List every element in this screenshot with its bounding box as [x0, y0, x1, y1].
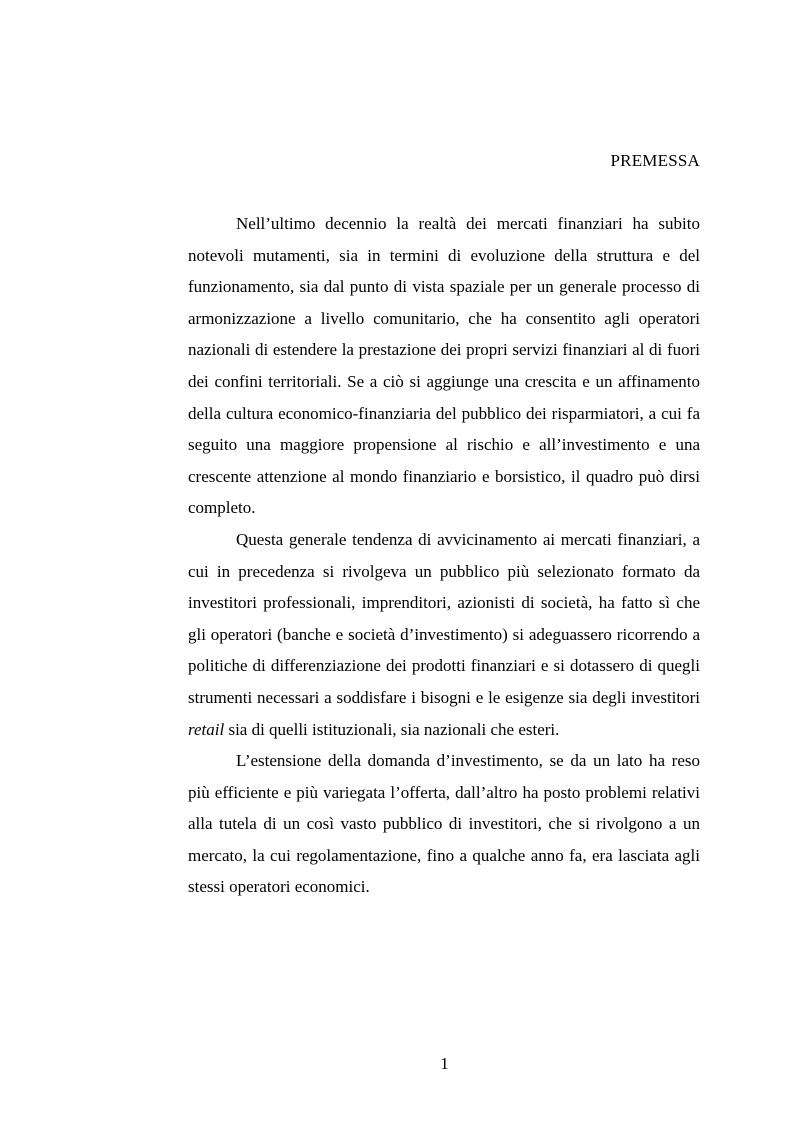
paragraph-text: Nell’ultimo decennio la realtà dei mercati finanziari ha subito notevoli mutamenti, sia in termini di evoluzione della struttura e del funzionamento, sia dal punto di vista spaziale per un generale processo di armonizzazione a livello comunitario, che ha consentito agli operatori nazionali di estendere la prestazione dei propri servizi finanziari al di fuori dei confini territoriali. Se a ciò si aggiunge una crescita e un affinamento della cultura economico-finanziaria del pubblico dei risparmiatori, a cui fa seguito una maggiore propensione al rischio e all’investimento e una crescente attenzione al mondo finanziario e borsistico, il quadro può dirsi completo.	[188, 214, 700, 518]
paragraph-text: sia di quelli istituzionali, sia nazionali che esteri.	[224, 719, 560, 739]
paragraph-intro	[188, 208, 700, 524]
paragraph-trend	[188, 524, 700, 745]
paragraph-demand	[188, 745, 700, 903]
page-number: 1	[440, 1054, 449, 1073]
paragraph-text: L’estensione della domanda d’investimento, se da un lato ha reso più efficiente e più variegata l’offerta, dall’altro ha posto problemi relativi alla tutela di un così vasto pubblico di investitori, che si rivolgono a un mercato, la cui regolamentazione, fino a qualche anno fa, era lasciata agli stessi operatori economici.	[188, 751, 700, 897]
italic-term: retail	[188, 719, 225, 739]
document-body	[188, 208, 700, 903]
paragraph-text: Questa generale tendenza di avvicinamento ai mercati finanziari, a cui in precedenza si rivolgeva un pubblico più selezionato formato da investitori professionali, imprenditori, azionisti di società, ha fatto sì che gli operatori (banche e società d’investimento) si adeguassero ricorrendo a politiche di differenziazione dei prodotti finanziari e si dotassero di quegli strumenti necessari a soddisfare i bisogni e le esigenze sia degli investitori	[188, 529, 700, 707]
page-title: PREMESSA	[610, 151, 700, 170]
